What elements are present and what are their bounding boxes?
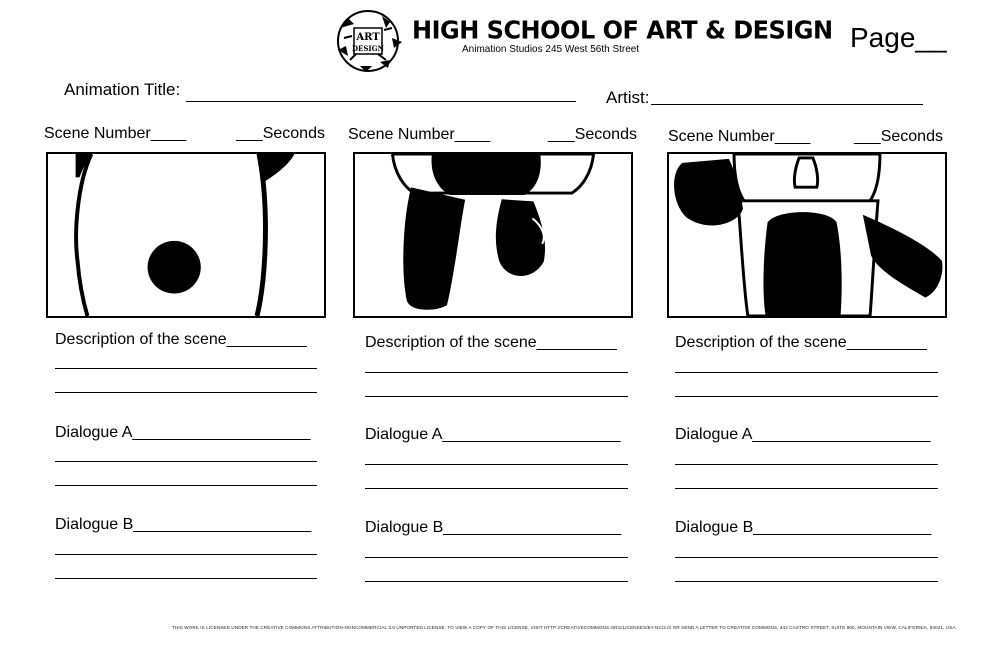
description-line[interactable] [55, 368, 317, 369]
dialogue-b-line[interactable] [365, 557, 628, 558]
animation-title-line[interactable] [186, 101, 576, 102]
page-number-field[interactable]: Page__ [850, 22, 947, 53]
svg-text:ART: ART [356, 32, 380, 43]
dialogue-b-line[interactable] [55, 554, 317, 555]
dialogue-a-line[interactable] [675, 464, 938, 465]
seconds-label: ___Seconds [854, 128, 943, 145]
dialogue-b-label: Dialogue B____________________ [55, 516, 312, 533]
dialogue-a-line[interactable] [675, 488, 938, 489]
description-line[interactable] [675, 396, 938, 397]
license-footer: THIS WORK IS LICENSED UNDER THE CREATIVE COMMONS ATTRIBUTION-NONCOMMERCIAL 3.0 UNPORTED LICENSE. TO VIEW A COPY OF THIS LICENSE, VISIT HTTP://CREATIVECOMMONS.ORG/LICENSES/BY-NC/3.0/ OR SEND A LETTER TO CREATIVE COMMONS, 444 CASTRO STREET, SUITE 900, MOUNTAIN VIEW, CALIFORNIA, 94041, USA. [172, 625, 957, 630]
school-address: Animation Studios 245 West 56th Street [462, 44, 640, 55]
seconds-label: ___Seconds [548, 126, 637, 143]
dialogue-a-line[interactable] [55, 461, 317, 462]
description-line[interactable] [675, 372, 938, 373]
svg-text:DESIGN: DESIGN [351, 44, 385, 53]
artist-line[interactable] [651, 104, 923, 105]
description-line[interactable] [365, 372, 628, 373]
dialogue-a-line[interactable] [55, 485, 317, 486]
scene-frame-2[interactable] [353, 152, 633, 318]
dialogue-b-line[interactable] [675, 557, 938, 558]
description-label: Description of the scene_________ [55, 331, 307, 348]
school-name: HIGH SCHOOL OF ART & DESIGN [412, 15, 833, 45]
dialogue-b-line[interactable] [365, 581, 628, 582]
dialogue-b-label: Dialogue B____________________ [675, 519, 932, 536]
artist-label: Artist: [606, 88, 650, 107]
scene-frame-3[interactable] [667, 152, 947, 318]
scene-drawing-legs [355, 154, 631, 316]
scene-number-label: Scene Number____ [348, 126, 491, 143]
description-label: Description of the scene_________ [365, 334, 617, 351]
scene-frame-1[interactable] [46, 152, 326, 318]
scene-number-label: Scene Number____ [44, 125, 187, 142]
scene-number-label: Scene Number____ [668, 128, 811, 145]
dialogue-b-line[interactable] [675, 581, 938, 582]
dialogue-a-label: Dialogue A____________________ [365, 426, 621, 443]
dialogue-a-label: Dialogue A____________________ [675, 426, 931, 443]
scene-drawing-character-front [669, 154, 945, 316]
seconds-label: ___Seconds [236, 125, 325, 142]
dialogue-a-line[interactable] [365, 464, 628, 465]
description-label: Description of the scene_________ [675, 334, 927, 351]
dialogue-a-label: Dialogue A____________________ [55, 424, 311, 441]
description-line[interactable] [55, 392, 317, 393]
dialogue-b-line[interactable] [55, 578, 317, 579]
animation-title-label: Animation Title: [64, 80, 181, 99]
scene-drawing-body-closeup [48, 154, 324, 316]
description-line[interactable] [365, 396, 628, 397]
school-logo [330, 8, 406, 74]
dialogue-a-line[interactable] [365, 488, 628, 489]
dialogue-b-label: Dialogue B____________________ [365, 519, 622, 536]
